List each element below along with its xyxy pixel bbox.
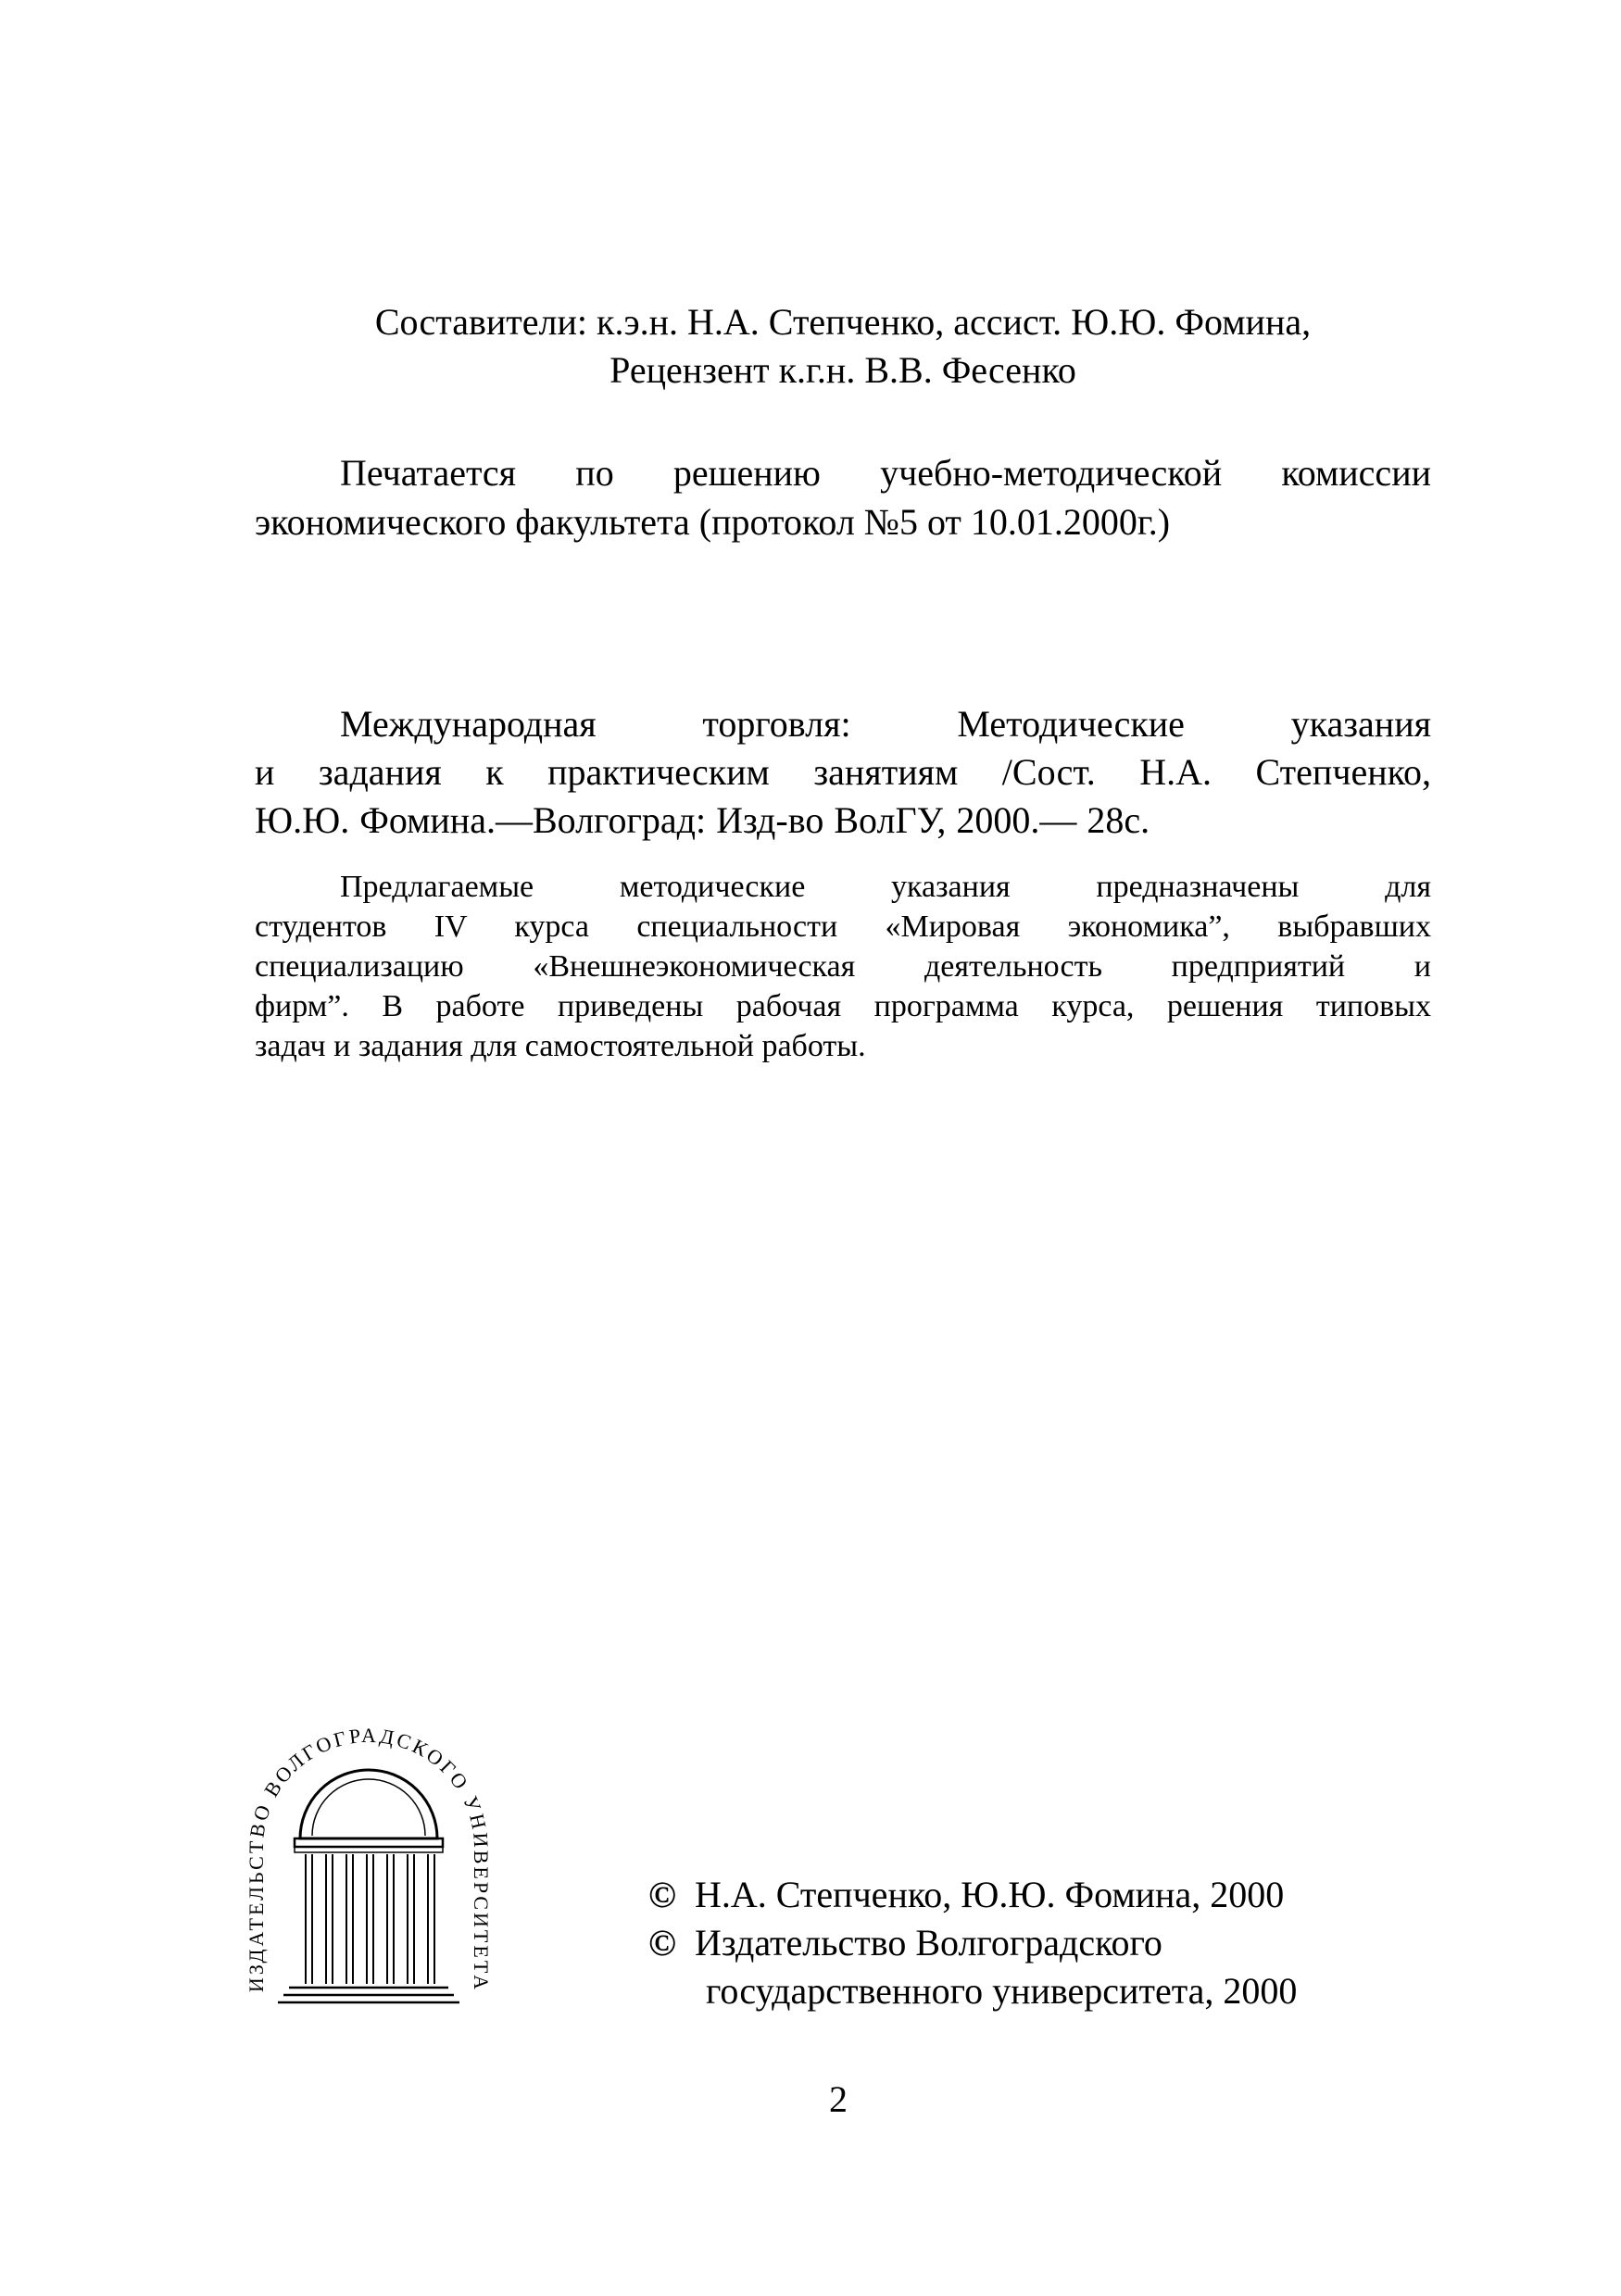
bibliographic-description	[255, 700, 1431, 845]
page-number: 2	[829, 2078, 848, 2120]
approval-line-2: экономического факультета (протокол №5 от 10.01.2000г.)	[255, 501, 1171, 543]
abstract-paragraph	[255, 867, 1431, 1066]
logo-arc-text: ИЗДАТЕЛЬСТВО ВОЛГОГРАДСКОГО УНИВЕРСИТЕТА	[244, 1723, 494, 1993]
columns-rotunda-logo-icon	[243, 1686, 495, 2047]
abstract-line-5: задач и задания для самостоятельной работы.	[255, 1029, 866, 1063]
biblio-line-1: Международная торговля: Методические указания	[340, 703, 1431, 745]
approval-line-1: Печатается по решению учебно-методической комиссии	[340, 452, 1431, 494]
abstract-line-1: Предлагаемые методические указания предназначены для	[340, 870, 1431, 904]
copyright-symbol-icon: ©	[648, 1922, 676, 1964]
copyright-block	[648, 1871, 1297, 2015]
abstract-line-4: фирм”. В работе приведены рабочая программа курса, решения типовых	[255, 989, 1431, 1023]
copyright-publisher-cont: государственного университета, 2000	[706, 1970, 1298, 2012]
compilers-line: Составители: к.э.н. Н.А. Степченко, ассист. Ю.Ю. Фомина,	[374, 301, 1312, 343]
reviewer-line: Рецензент к.г.н. В.В. Фесенко	[609, 349, 1076, 391]
svg-text:ИЗДАТЕЛЬСТВО ВОЛГОГРАДСКОГО УН	[245, 1724, 493, 1992]
approval-note	[255, 448, 1431, 546]
biblio-line-3: Ю.Ю. Фомина.—Волгоград: Изд-во ВолГУ, 2000.— 28с.	[255, 799, 1150, 841]
abstract-line-3: специализацию «Внешнеэкономическая деятельность предприятий и	[255, 949, 1431, 984]
credits-block	[250, 298, 1436, 395]
copyright-authors: © Н.А. Степченко, Ю.Ю. Фомина, 2000	[648, 1871, 1297, 1919]
biblio-line-2: и задания к практическим занятиям /Сост. Н.А. Степченко,	[255, 751, 1431, 793]
abstract-line-2: студентов IV курса специальности «Мировая экономика”, выбравших	[255, 910, 1431, 944]
copyright-publisher: © Издательство Волгоградского	[648, 1919, 1297, 1967]
publisher-logo	[243, 1686, 495, 2047]
copyright-symbol-icon: ©	[648, 1874, 676, 1915]
